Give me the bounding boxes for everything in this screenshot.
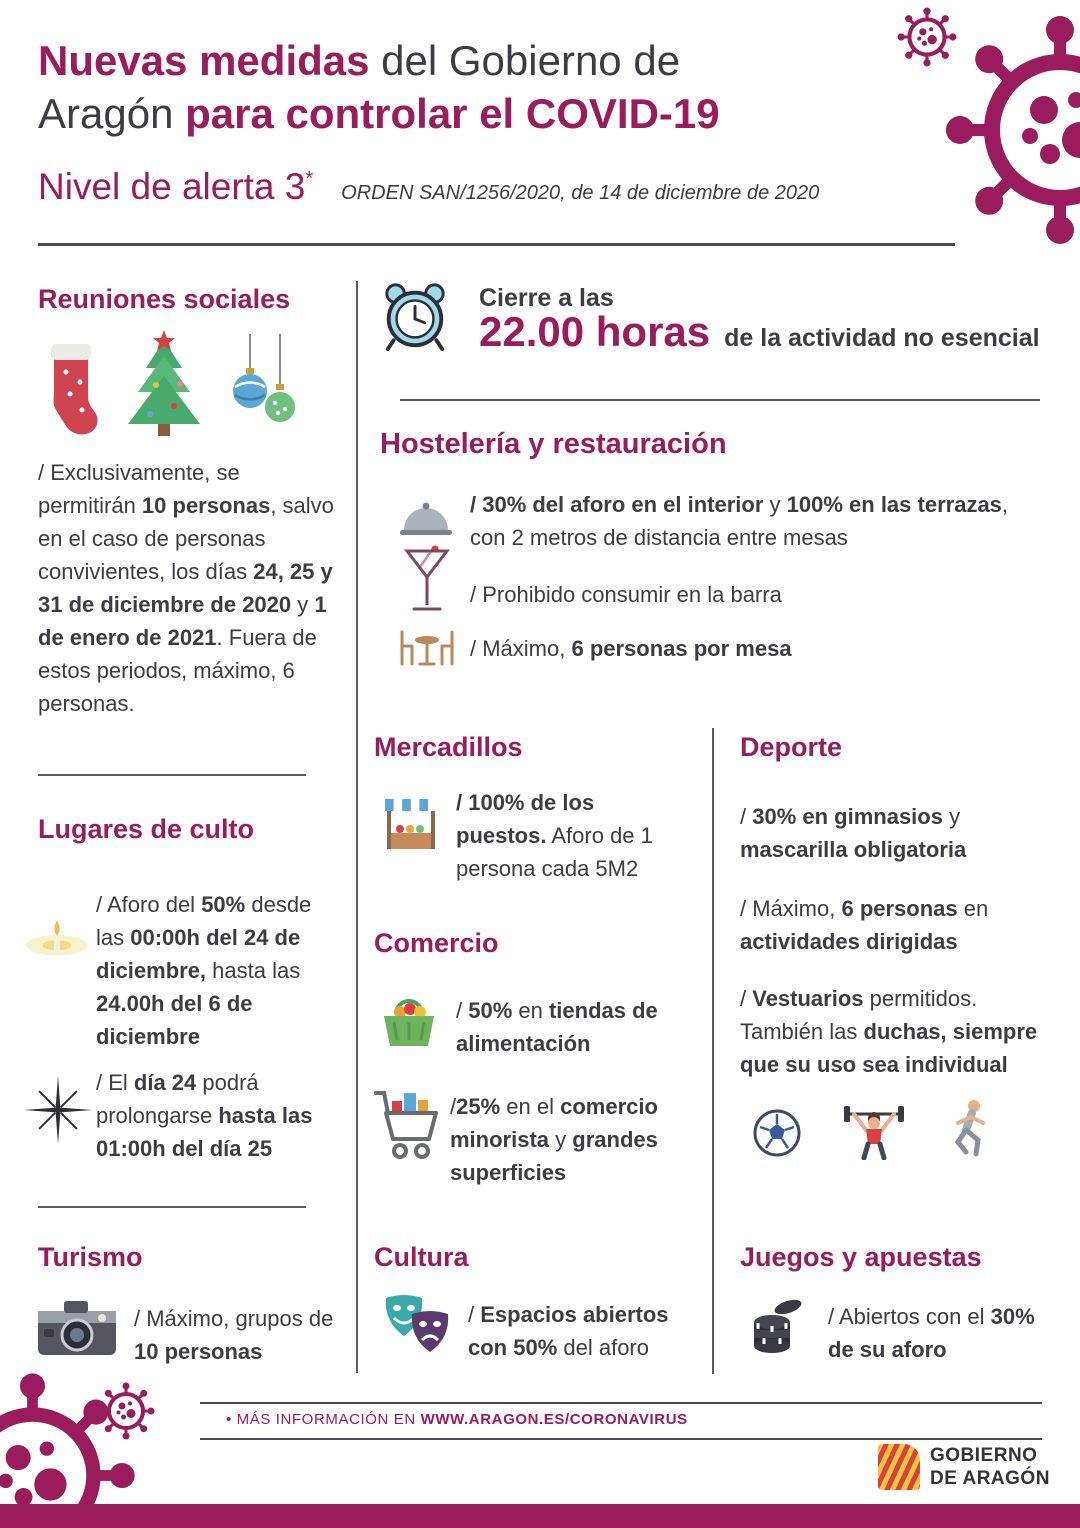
divider (400, 399, 1040, 401)
divider (38, 774, 306, 776)
market-stall-icon (382, 795, 440, 857)
cultura-item: / Espacios abiertos con 50% del aforo (468, 1302, 669, 1360)
lugares-de-culto-item-2: / El día 24 podrá prolongarse hasta las 01:00h del día 25 (96, 1070, 313, 1161)
page-title-line1: Nuevas medidas del Gobierno de (38, 37, 681, 84)
section-heading-reuniones-sociales: Reuniones sociales (38, 284, 291, 314)
footer-bullet: • (226, 1411, 232, 1428)
table-chairs-icon (396, 628, 458, 668)
ornaments-icon (228, 334, 300, 434)
lugares-de-culto-item-1: / Aforo del 50% desde las 00:00h del 24 de diciembre, hasta las 24.00h del 6 de diciembre (96, 892, 312, 1049)
mercadillos-item: / 100% de los puestos. Aforo de 1 persona cada 5M2 (456, 790, 653, 881)
virus-icon (940, 10, 1080, 250)
divider (38, 1206, 306, 1208)
comercio-item-2: /25% en el comercio minorista y grandes superficies (450, 1094, 658, 1185)
section-heading-cultura: Cultura (374, 1242, 469, 1272)
deporte-item-3: / Vestuarios permitidos. También las duchas, siempre que su uso sea individual (740, 986, 1038, 1077)
serving-cloche-icon (398, 494, 454, 542)
section-heading-juegos-y-apuestas: Juegos y apuestas (740, 1242, 982, 1272)
section-heading-hosteleria: Hostelería y restauración (380, 428, 727, 460)
section-heading-mercadillos: Mercadillos (374, 732, 523, 762)
juegos-item: / Abiertos con el 30% de su aforo (828, 1304, 1035, 1362)
footer-divider (200, 1402, 1042, 1404)
bottom-accent-bar (0, 1504, 1080, 1528)
vertical-divider (712, 728, 714, 1374)
order-reference: ORDEN SAN/1256/2020, de 14 de diciembre de 2020 (341, 182, 820, 204)
aragon-flag-icon (878, 1444, 920, 1490)
reuniones-sociales-text: / Exclusivamente, se permitirán 10 personas, salvo en el caso de personas convivientes, los días 24, 25 y 31 de diciembre de 2020 y 1 de enero de 2021. Fuera de estos periodos, máximo, 6 personas. (38, 460, 334, 716)
section-heading-deporte: Deporte (740, 732, 843, 762)
hosteleria-item-3: / Máximo, 6 personas por mesa (470, 636, 792, 661)
hosteleria-item-1: / 30% del aforo en el interior y 100% en las terrazas, con 2 metros de distancia entre mesas (470, 492, 1009, 550)
closure-time: 22.00 horas (479, 308, 711, 355)
vertical-divider (356, 281, 358, 1373)
shopping-cart-icon (374, 1086, 440, 1162)
closure-line (479, 308, 1040, 356)
closure-prefix: Cierre a las (479, 284, 614, 312)
turismo-item: / Máximo, grupos de 10 personas (134, 1306, 334, 1364)
theater-masks-icon (382, 1292, 452, 1358)
alert-level: Nivel de alerta 3* (38, 166, 314, 207)
christmas-stocking-icon (40, 338, 102, 436)
star-icon (22, 1072, 94, 1148)
alert-row (38, 166, 819, 208)
running-icon (946, 1098, 994, 1160)
header-divider (38, 243, 955, 246)
page-title (38, 34, 720, 140)
section-heading-comercio: Comercio (374, 928, 499, 958)
footer-info-link[interactable]: WWW.ARAGON.ES/CORONAVIRUS (420, 1411, 688, 1428)
alarm-clock-icon (380, 280, 450, 352)
comercio-item-1: / 50% en tiendas de alimentación (456, 998, 658, 1056)
deporte-item-1: / 30% en gimnasios y mascarilla obligatoria (740, 804, 967, 862)
cocktail-icon (404, 545, 450, 617)
footer-info (226, 1411, 688, 1428)
deporte-item-2: / Máximo, 6 personas en actividades dirigidas (740, 896, 989, 954)
poker-chips-icon (748, 1294, 804, 1354)
section-heading-lugares-de-culto: Lugares de culto (38, 814, 255, 844)
soccer-ball-icon (752, 1108, 802, 1158)
page-title-line2: Aragón para controlar el COVID-19 (38, 90, 720, 137)
christmas-tree-icon (118, 330, 210, 438)
logo-text: GOBIERNO DE ARAGÓN (930, 1445, 1050, 1489)
hosteleria-item-2: / Prohibido consumir en la barra (470, 582, 782, 607)
section-heading-turismo: Turismo (38, 1242, 143, 1272)
weightlifting-icon (842, 1102, 906, 1160)
gobierno-de-aragon-logo (878, 1444, 1050, 1490)
footer-info-text: MÁS INFORMACIÓN EN (236, 1411, 421, 1428)
grocery-basket-icon (380, 988, 438, 1050)
virus-icon (96, 1381, 156, 1441)
camera-icon (36, 1297, 118, 1359)
closure-suffix: de la actividad no esencial (724, 324, 1040, 352)
footer-divider (200, 1438, 1042, 1440)
candle-glow-icon (24, 912, 90, 964)
